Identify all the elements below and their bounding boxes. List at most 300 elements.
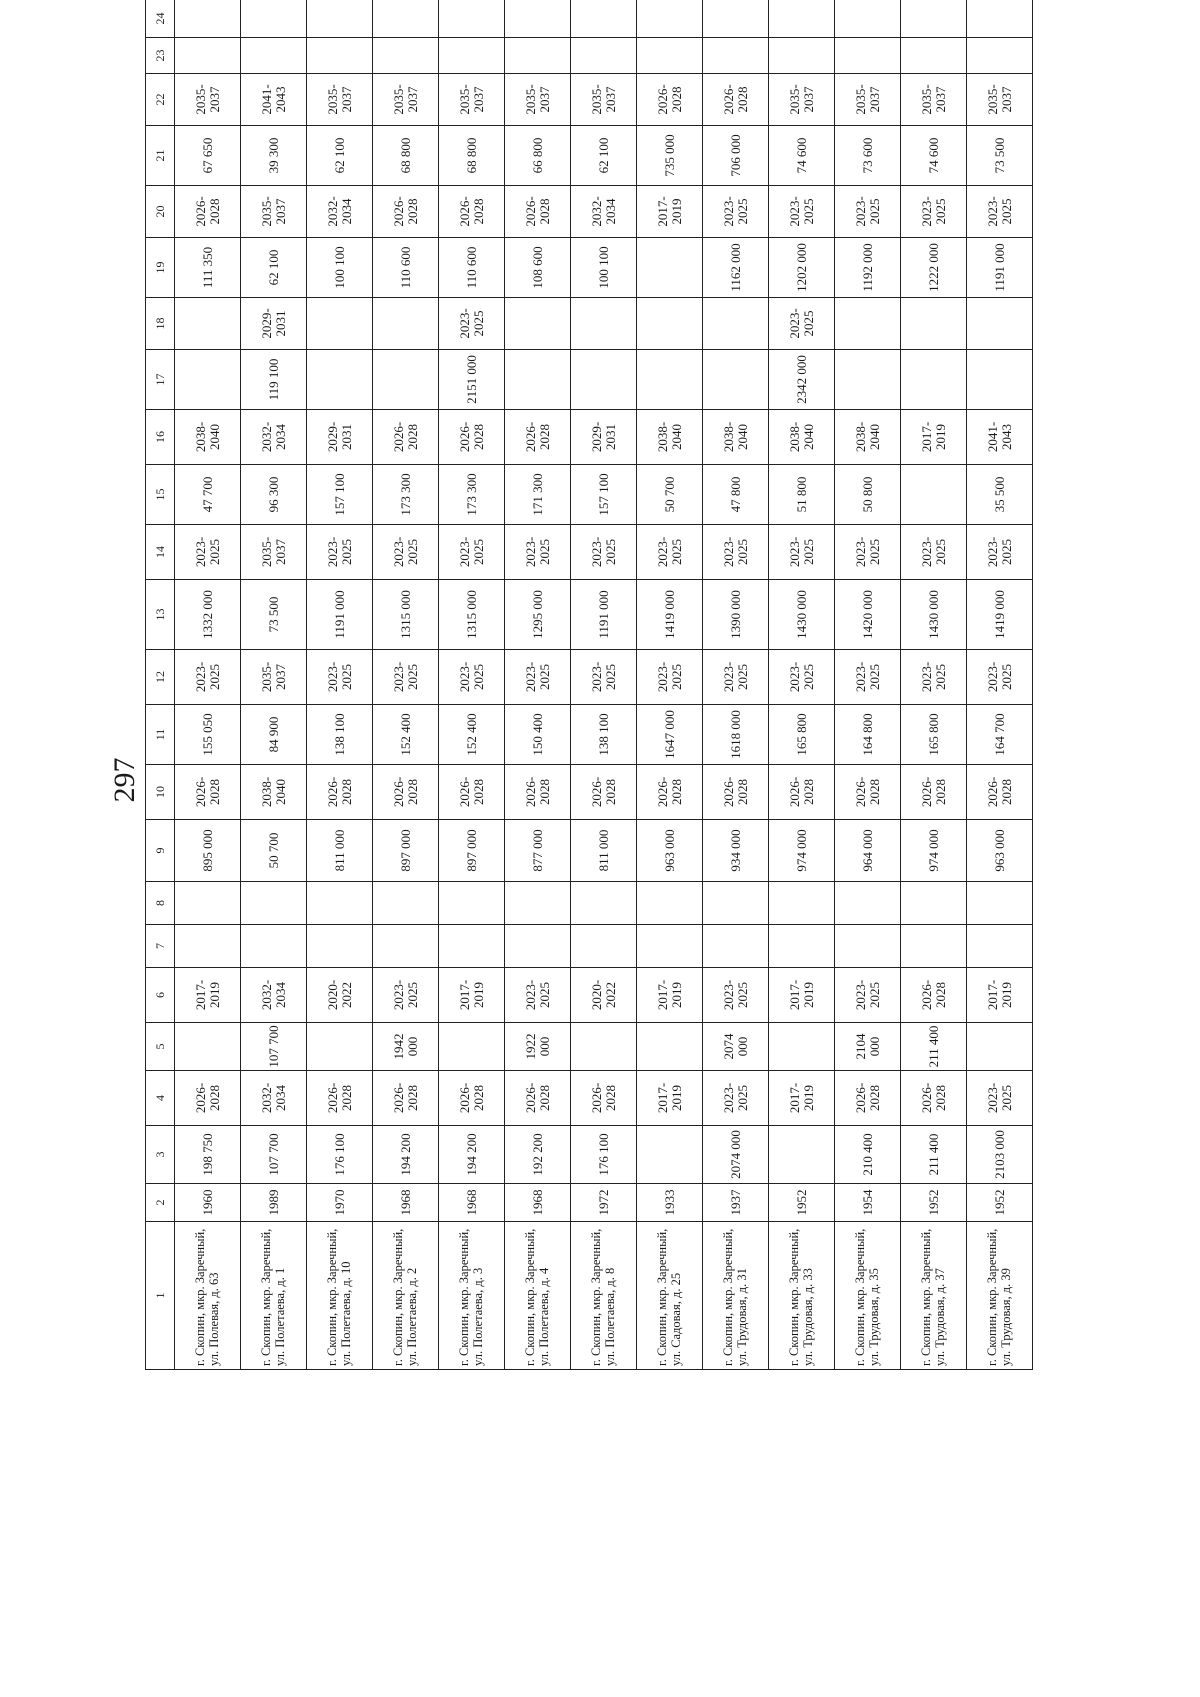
- table-cell: [307, 1023, 373, 1071]
- table-cell: 2026-2028: [967, 765, 1033, 820]
- table-cell: [571, 298, 637, 350]
- table-cell: [637, 238, 703, 298]
- table-cell: 2026-2028: [901, 1071, 967, 1126]
- table-cell: 2023-2025: [307, 525, 373, 580]
- table-cell: 2023-2025: [769, 525, 835, 580]
- table-cell: 2035-2037: [307, 74, 373, 126]
- table-cell: 2023-2025: [967, 525, 1033, 580]
- table-cell: 2023-2025: [175, 525, 241, 580]
- table-cell: 74 600: [901, 126, 967, 186]
- column-header: 22: [146, 74, 175, 126]
- table-cell: [175, 0, 241, 38]
- table-cell: [835, 350, 901, 410]
- table-cell: 111 350: [175, 238, 241, 298]
- table-cell: 897 000: [373, 820, 439, 882]
- table-cell: [703, 0, 769, 38]
- table-cell: [637, 38, 703, 74]
- table-cell: 2023-2025: [769, 650, 835, 705]
- table-cell: 2038-2040: [175, 410, 241, 465]
- table-cell: 1191 000: [967, 238, 1033, 298]
- table-cell: 1430 000: [901, 580, 967, 650]
- table-cell: 2023-2025: [373, 650, 439, 705]
- table-cell: [967, 0, 1033, 38]
- table-cell: 194 200: [373, 1126, 439, 1184]
- table-cell: 119 100: [241, 350, 307, 410]
- table-cell: 2017-2019: [439, 968, 505, 1023]
- table-cell: [703, 882, 769, 925]
- table-cell: [505, 350, 571, 410]
- table-cell: [769, 1126, 835, 1184]
- table-row: [901, 0, 967, 1370]
- table-cell: [307, 38, 373, 74]
- table-cell: [307, 0, 373, 38]
- table-cell: 68 800: [373, 126, 439, 186]
- address-cell: г. Скопин, мкр. Заречный, ул. Полетаева, д. 2: [373, 1222, 439, 1370]
- table-cell: [967, 350, 1033, 410]
- table-cell: [241, 38, 307, 74]
- table-cell: [703, 925, 769, 968]
- table-cell: [373, 38, 439, 74]
- table-cell: 1162 000: [703, 238, 769, 298]
- table-cell: 2104 000: [835, 1023, 901, 1071]
- table-cell: 2023-2025: [901, 525, 967, 580]
- table-cell: 2026-2028: [373, 1071, 439, 1126]
- table-cell: 1968: [373, 1184, 439, 1222]
- table-cell: 35 500: [967, 465, 1033, 525]
- column-header: 4: [146, 1071, 175, 1126]
- table-cell: 157 100: [307, 465, 373, 525]
- table-cell: [307, 350, 373, 410]
- table-cell: 2026-2028: [901, 968, 967, 1023]
- table-cell: [901, 38, 967, 74]
- table-cell: 2023-2025: [703, 186, 769, 238]
- table-cell: 47 800: [703, 465, 769, 525]
- table-cell: 107 700: [241, 1126, 307, 1184]
- table-cell: 68 800: [439, 126, 505, 186]
- table-cell: 2029-2031: [307, 410, 373, 465]
- table-cell: 2026-2028: [373, 186, 439, 238]
- table-cell: 2035-2037: [241, 186, 307, 238]
- table-cell: 2038-2040: [241, 765, 307, 820]
- table-cell: 2026-2028: [175, 765, 241, 820]
- table-body: [175, 0, 1033, 1370]
- table-row: [373, 0, 439, 1370]
- table-cell: [967, 298, 1033, 350]
- table-cell: 2026-2028: [439, 1071, 505, 1126]
- table-cell: 62 100: [571, 126, 637, 186]
- table-cell: [769, 0, 835, 38]
- table-cell: [901, 882, 967, 925]
- table-cell: 1922 000: [505, 1023, 571, 1071]
- table-cell: 173 300: [373, 465, 439, 525]
- table-cell: 2074 000: [703, 1126, 769, 1184]
- table-cell: 2023-2025: [967, 1071, 1033, 1126]
- table-cell: 2026-2028: [505, 1071, 571, 1126]
- table-cell: 1332 000: [175, 580, 241, 650]
- address-cell: г. Скопин, мкр. Заречный, ул. Полетаева, д. 10: [307, 1222, 373, 1370]
- table-cell: 152 400: [373, 705, 439, 765]
- table-cell: [175, 38, 241, 74]
- table-cell: 1419 000: [637, 580, 703, 650]
- table-cell: 211 400: [901, 1023, 967, 1071]
- table-cell: 2023-2025: [439, 525, 505, 580]
- table-cell: 1954: [835, 1184, 901, 1222]
- table-cell: [241, 0, 307, 38]
- table-cell: [505, 925, 571, 968]
- table-cell: 2017-2019: [637, 968, 703, 1023]
- page-number: 297: [108, 757, 141, 803]
- table-cell: 2026-2028: [901, 765, 967, 820]
- table-cell: 66 800: [505, 126, 571, 186]
- table-cell: [439, 0, 505, 38]
- table-cell: 1419 000: [967, 580, 1033, 650]
- address-cell: г. Скопин, мкр. Заречный, ул. Полетаева, д. 1: [241, 1222, 307, 1370]
- table-cell: 2074 000: [703, 1023, 769, 1071]
- table-cell: 2035-2037: [373, 74, 439, 126]
- table-cell: 50 700: [241, 820, 307, 882]
- table-cell: 2103 000: [967, 1126, 1033, 1184]
- table-row: [439, 0, 505, 1370]
- table-cell: [439, 925, 505, 968]
- table-cell: 2038-2040: [769, 410, 835, 465]
- table-cell: 2032-2034: [571, 186, 637, 238]
- table-cell: 2023-2025: [901, 650, 967, 705]
- column-header: 2: [146, 1184, 175, 1222]
- table-cell: 1937: [703, 1184, 769, 1222]
- table-cell: 2023-2025: [637, 525, 703, 580]
- table-cell: 877 000: [505, 820, 571, 882]
- table-row: [241, 0, 307, 1370]
- table-cell: 2023-2025: [703, 525, 769, 580]
- table-cell: 1960: [175, 1184, 241, 1222]
- table-cell: [769, 1023, 835, 1071]
- address-cell: г. Скопин, мкр. Заречный, ул. Трудовая, д. 35: [835, 1222, 901, 1370]
- table-cell: 50 700: [637, 465, 703, 525]
- table-cell: 2035-2037: [967, 74, 1033, 126]
- table-cell: [373, 0, 439, 38]
- table-cell: 974 000: [901, 820, 967, 882]
- table-cell: 2023-2025: [505, 525, 571, 580]
- table-cell: [505, 38, 571, 74]
- table-row: [703, 0, 769, 1370]
- table-cell: 2026-2028: [439, 186, 505, 238]
- table-cell: [703, 298, 769, 350]
- table-cell: 2026-2028: [835, 1071, 901, 1126]
- table-cell: [901, 465, 967, 525]
- table-cell: 100 100: [571, 238, 637, 298]
- table-cell: 194 200: [439, 1126, 505, 1184]
- column-header: 24: [146, 0, 175, 38]
- column-header: 1: [146, 1222, 175, 1370]
- table-cell: 164 700: [967, 705, 1033, 765]
- table-cell: 1618 000: [703, 705, 769, 765]
- table-cell: [439, 38, 505, 74]
- table-cell: 108 600: [505, 238, 571, 298]
- table-cell: 735 000: [637, 126, 703, 186]
- table-cell: 1420 000: [835, 580, 901, 650]
- column-header: 19: [146, 238, 175, 298]
- column-header: 9: [146, 820, 175, 882]
- table-cell: 2023-2025: [373, 968, 439, 1023]
- table-cell: 2026-2028: [307, 1071, 373, 1126]
- table-cell: [505, 882, 571, 925]
- table-cell: 2035-2037: [241, 525, 307, 580]
- table-cell: 2017-2019: [769, 1071, 835, 1126]
- table-cell: [571, 0, 637, 38]
- table-cell: 96 300: [241, 465, 307, 525]
- column-header: 14: [146, 525, 175, 580]
- table-cell: 934 000: [703, 820, 769, 882]
- table-cell: 2035-2037: [439, 74, 505, 126]
- table-cell: 2023-2025: [307, 650, 373, 705]
- table-cell: 2342 000: [769, 350, 835, 410]
- table-cell: 1970: [307, 1184, 373, 1222]
- table-cell: [175, 298, 241, 350]
- table-cell: 2023-2025: [571, 650, 637, 705]
- table-cell: 198 750: [175, 1126, 241, 1184]
- table-cell: 2026-2028: [175, 1071, 241, 1126]
- table-cell: [241, 925, 307, 968]
- table-cell: 2026-2028: [307, 765, 373, 820]
- table-cell: 2017-2019: [769, 968, 835, 1023]
- table-cell: 62 100: [241, 238, 307, 298]
- address-cell: г. Скопин, мкр. Заречный, ул. Полетаева, д. 3: [439, 1222, 505, 1370]
- table-cell: 110 600: [373, 238, 439, 298]
- table-cell: [571, 38, 637, 74]
- rotated-table-container: [145, 12, 1033, 1370]
- column-header: 13: [146, 580, 175, 650]
- table-row: [637, 0, 703, 1370]
- table-cell: [835, 298, 901, 350]
- table-cell: 2026-2028: [505, 765, 571, 820]
- table-cell: 1968: [505, 1184, 571, 1222]
- table-cell: [835, 38, 901, 74]
- table-cell: [439, 1023, 505, 1071]
- table-cell: 1222 000: [901, 238, 967, 298]
- table-cell: 171 300: [505, 465, 571, 525]
- table-cell: 2035-2037: [241, 650, 307, 705]
- table-cell: 2023-2025: [505, 650, 571, 705]
- table-cell: [901, 925, 967, 968]
- table-cell: [967, 882, 1033, 925]
- table-cell: [373, 882, 439, 925]
- column-header: 17: [146, 350, 175, 410]
- column-header: 16: [146, 410, 175, 465]
- table-cell: [901, 350, 967, 410]
- table-cell: 2020-2022: [571, 968, 637, 1023]
- table-cell: [505, 0, 571, 38]
- table-cell: 150 400: [505, 705, 571, 765]
- table-cell: [835, 882, 901, 925]
- table-cell: [373, 298, 439, 350]
- table-cell: 176 100: [571, 1126, 637, 1184]
- table-cell: 2017-2019: [967, 968, 1033, 1023]
- table-cell: [637, 1126, 703, 1184]
- table-cell: 974 000: [769, 820, 835, 882]
- table-cell: 2023-2025: [703, 968, 769, 1023]
- table-cell: 1989: [241, 1184, 307, 1222]
- table-cell: 897 000: [439, 820, 505, 882]
- table-cell: 100 100: [307, 238, 373, 298]
- column-header: 12: [146, 650, 175, 705]
- table-cell: 2035-2037: [175, 74, 241, 126]
- table-cell: 2038-2040: [637, 410, 703, 465]
- table-cell: [901, 298, 967, 350]
- table-cell: 2023-2025: [835, 650, 901, 705]
- table-cell: 1315 000: [373, 580, 439, 650]
- table-cell: [769, 882, 835, 925]
- table-cell: 210 400: [835, 1126, 901, 1184]
- table-cell: 2026-2028: [703, 765, 769, 820]
- table-cell: 39 300: [241, 126, 307, 186]
- column-header: 7: [146, 925, 175, 968]
- table-cell: 2023-2025: [505, 968, 571, 1023]
- table-cell: 2023-2025: [439, 298, 505, 350]
- table-cell: 2023-2025: [703, 1071, 769, 1126]
- column-header: 5: [146, 1023, 175, 1071]
- table-cell: 2029-2031: [571, 410, 637, 465]
- address-cell: г. Скопин, мкр. Заречный, ул. Трудовая, д. 39: [967, 1222, 1033, 1370]
- table-cell: 2026-2028: [769, 765, 835, 820]
- table-cell: 2026-2028: [835, 765, 901, 820]
- table-cell: 2032-2034: [241, 1071, 307, 1126]
- table-cell: [769, 925, 835, 968]
- table-cell: 1972: [571, 1184, 637, 1222]
- table-cell: 2023-2025: [835, 525, 901, 580]
- table-cell: 73 500: [967, 126, 1033, 186]
- table-cell: 1647 000: [637, 705, 703, 765]
- table-cell: 2026-2028: [373, 765, 439, 820]
- table-cell: 192 200: [505, 1126, 571, 1184]
- table-cell: 2026-2028: [505, 186, 571, 238]
- table-cell: 1942 000: [373, 1023, 439, 1071]
- address-cell: г. Скопин, мкр. Заречный, ул. Полетаева, д. 8: [571, 1222, 637, 1370]
- table-cell: 2023-2025: [571, 525, 637, 580]
- table-cell: 2032-2034: [241, 968, 307, 1023]
- table-cell: [307, 298, 373, 350]
- table-cell: 2026-2028: [505, 410, 571, 465]
- table-cell: 152 400: [439, 705, 505, 765]
- table-cell: 2023-2025: [373, 525, 439, 580]
- table-cell: 963 000: [967, 820, 1033, 882]
- table-cell: [373, 925, 439, 968]
- table-cell: [967, 38, 1033, 74]
- table-row: [835, 0, 901, 1370]
- table-cell: [571, 882, 637, 925]
- table-cell: 173 300: [439, 465, 505, 525]
- table-header-row: [146, 0, 175, 1370]
- table-cell: [175, 925, 241, 968]
- table-cell: 1295 000: [505, 580, 571, 650]
- table-cell: 47 700: [175, 465, 241, 525]
- table-cell: [571, 1023, 637, 1071]
- column-header: 6: [146, 968, 175, 1023]
- table-cell: 1933: [637, 1184, 703, 1222]
- table-cell: 2023-2025: [769, 298, 835, 350]
- table-cell: 1968: [439, 1184, 505, 1222]
- column-header: 8: [146, 882, 175, 925]
- table-cell: 895 000: [175, 820, 241, 882]
- column-header: 15: [146, 465, 175, 525]
- table-cell: 157 100: [571, 465, 637, 525]
- table-cell: [967, 1023, 1033, 1071]
- column-header: 11: [146, 705, 175, 765]
- table-cell: 2023-2025: [967, 650, 1033, 705]
- table-cell: 2026-2028: [637, 74, 703, 126]
- table-cell: [175, 350, 241, 410]
- table-cell: 811 000: [571, 820, 637, 882]
- address-cell: г. Скопин, мкр. Заречный, ул. Полевая, д. 63: [175, 1222, 241, 1370]
- table-cell: [307, 925, 373, 968]
- data-table: [145, 0, 1033, 1370]
- table-cell: [637, 1023, 703, 1071]
- table-cell: [703, 350, 769, 410]
- table-cell: [967, 925, 1033, 968]
- table-cell: 155 050: [175, 705, 241, 765]
- column-header: 3: [146, 1126, 175, 1184]
- column-header: 20: [146, 186, 175, 238]
- table-cell: 2017-2019: [175, 968, 241, 1023]
- table-cell: 2017-2019: [901, 410, 967, 465]
- table-cell: [571, 925, 637, 968]
- table-cell: [637, 925, 703, 968]
- table-cell: 2032-2034: [241, 410, 307, 465]
- table-cell: 1191 000: [571, 580, 637, 650]
- table-cell: [373, 350, 439, 410]
- table-cell: [835, 0, 901, 38]
- table-cell: [175, 882, 241, 925]
- address-cell: г. Скопин, мкр. Заречный, ул. Полетаева, д. 4: [505, 1222, 571, 1370]
- table-cell: 2023-2025: [835, 186, 901, 238]
- table-cell: [637, 350, 703, 410]
- table-cell: 1952: [769, 1184, 835, 1222]
- table-cell: 2026-2028: [373, 410, 439, 465]
- address-cell: г. Скопин, мкр. Заречный, ул. Трудовая, д. 33: [769, 1222, 835, 1370]
- table-cell: 963 000: [637, 820, 703, 882]
- table-cell: 165 800: [769, 705, 835, 765]
- table-cell: [307, 882, 373, 925]
- table-cell: [637, 0, 703, 38]
- table-cell: 176 100: [307, 1126, 373, 1184]
- table-cell: 1952: [967, 1184, 1033, 1222]
- table-cell: 165 800: [901, 705, 967, 765]
- table-row: [967, 0, 1033, 1370]
- table-cell: 1191 000: [307, 580, 373, 650]
- table-cell: 138 100: [307, 705, 373, 765]
- table-cell: 2035-2037: [769, 74, 835, 126]
- table-cell: 2017-2019: [637, 186, 703, 238]
- table-cell: [835, 925, 901, 968]
- table-cell: 1315 000: [439, 580, 505, 650]
- table-cell: 2035-2037: [835, 74, 901, 126]
- table-cell: 2029-2031: [241, 298, 307, 350]
- address-cell: г. Скопин, мкр. Заречный, ул. Трудовая, д. 37: [901, 1222, 967, 1370]
- table-cell: 2026-2028: [439, 410, 505, 465]
- table-cell: 2151 000: [439, 350, 505, 410]
- table-cell: 2017-2019: [637, 1071, 703, 1126]
- table-cell: [901, 0, 967, 38]
- table-cell: 2026-2028: [637, 765, 703, 820]
- table-cell: 1952: [901, 1184, 967, 1222]
- column-header: 18: [146, 298, 175, 350]
- table-cell: 2041-2043: [241, 74, 307, 126]
- table-cell: 2035-2037: [901, 74, 967, 126]
- table-cell: 1202 000: [769, 238, 835, 298]
- table-cell: 2038-2040: [835, 410, 901, 465]
- table-cell: 2038-2040: [703, 410, 769, 465]
- table-cell: 164 800: [835, 705, 901, 765]
- table-cell: 211 400: [901, 1126, 967, 1184]
